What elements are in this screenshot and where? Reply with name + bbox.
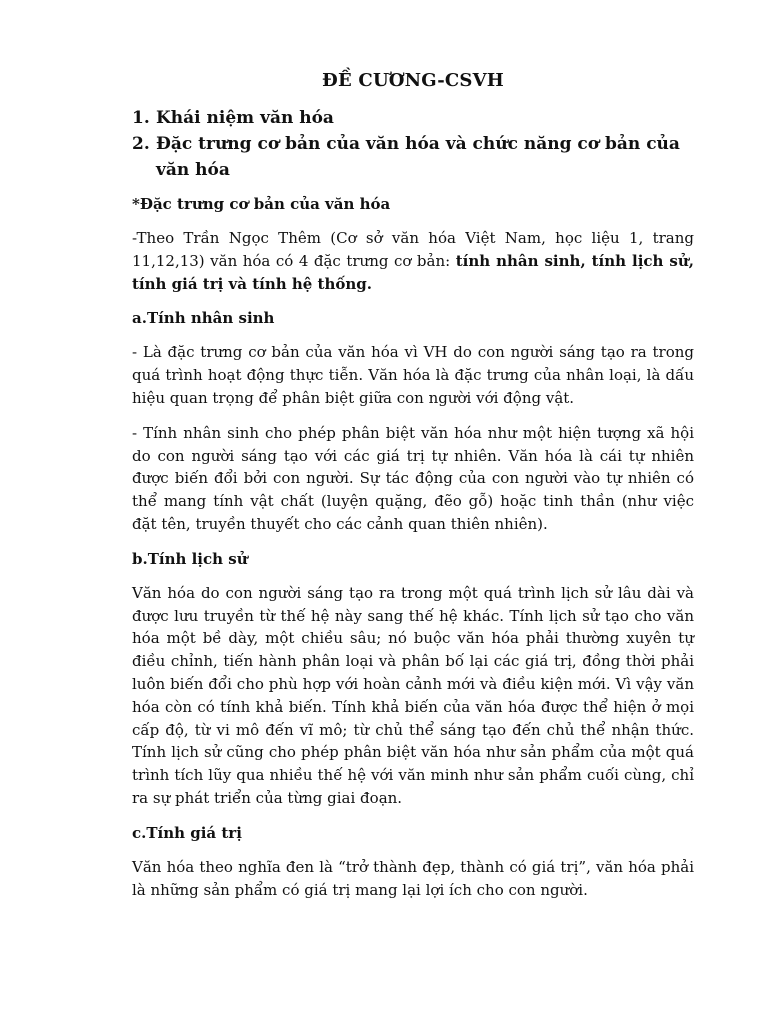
heading-list [132,105,694,183]
document-title: ĐỀ CƯƠNG-CSVH [322,70,504,91]
heading-item-2 [132,131,694,183]
heading-number: 2. [132,134,150,154]
intro-paragraph [132,227,694,295]
intro-text: -Theo Trần Ngọc Thêm (Cơ sở văn hóa Việt Nam, học liệu 1, trang 11,12,13) văn hóa có 4 đặc trưng cơ bản: [132,229,694,270]
heading-item-1 [132,105,694,131]
paragraph-a1: - Là đặc trưng cơ bản của văn hóa vì VH do con người sáng tạo ra trong quá trình hoạt động thực tiễn. Văn hóa là đặc trưng của nhân loại, là dấu hiệu quan trọng để phân biệt giữa con người với động vật. [132,343,694,407]
section-heading-b: b.Tính lịch sử [132,549,248,568]
intro-bold-text: tính nhân sinh, tính lịch sử, tính giá trị và tính hệ thống. [132,251,695,293]
heading-number: 1. [132,108,150,128]
heading-text: Đặc trưng cơ bản của văn hóa và chức năng cơ bản của văn hóa [156,134,680,180]
section-heading-star: *Đặc trưng cơ bản của văn hóa [132,195,391,213]
section-heading-c: c.Tính giá trị [132,823,242,842]
paragraph-b1: Văn hóa do con người sáng tạo ra trong một quá trình lịch sử lâu dài và được lưu truyền từ thế hệ này sang thế hệ khác. Tính lịch sử tạo cho văn hóa một bề dày, một chiều sâu; nó buộc văn hóa phải thường xuyên tự điều chỉnh, tiến hành phân loại và phân bố lại các giá trị, đồng thời phải luôn biến đổi cho phù hợp với hoàn cảnh mới và điều kiện mới. Vì vậy văn hóa còn có tính khả biến. Tính khả biến của văn hóa được thể hiện ở mọi cấp độ, từ vi mô đến vĩ mô; từ chủ thể sáng tạo đến chủ thể nhận thức. Tính lịch sử cũng cho phép phân biệt văn hóa như sản phẩm của một quá trình tích lũy qua nhiều thế hệ với văn minh như sản phẩm cuối cùng, chỉ ra sự phát triển của từng giai đoạn. [132,583,694,807]
heading-text: Khái niệm văn hóa [156,108,334,128]
paragraph-c1: Văn hóa theo nghĩa đen là “trở thành đẹp, thành có giá trị”, văn hóa phải là những sản phẩm có giá trị mang lại lợi ích cho con người. [132,857,694,899]
section-heading-a: a.Tính nhân sinh [132,309,275,328]
document-page [132,70,694,913]
paragraph-a2: - Tính nhân sinh cho phép phân biệt văn hóa như một hiện tượng xã hội do con người sáng tạo với các giá trị tự nhiên. Văn hóa là cái tự nhiên được biến đổi bởi con người. Sự tác động của con người vào tự nhiên có thể mang tính vật chất (luyện quặng, đẽo gỗ) hoặc tinh thần (như việc đặt tên, truyền thuyết cho các cảnh quan thiên nhiên). [132,423,694,533]
